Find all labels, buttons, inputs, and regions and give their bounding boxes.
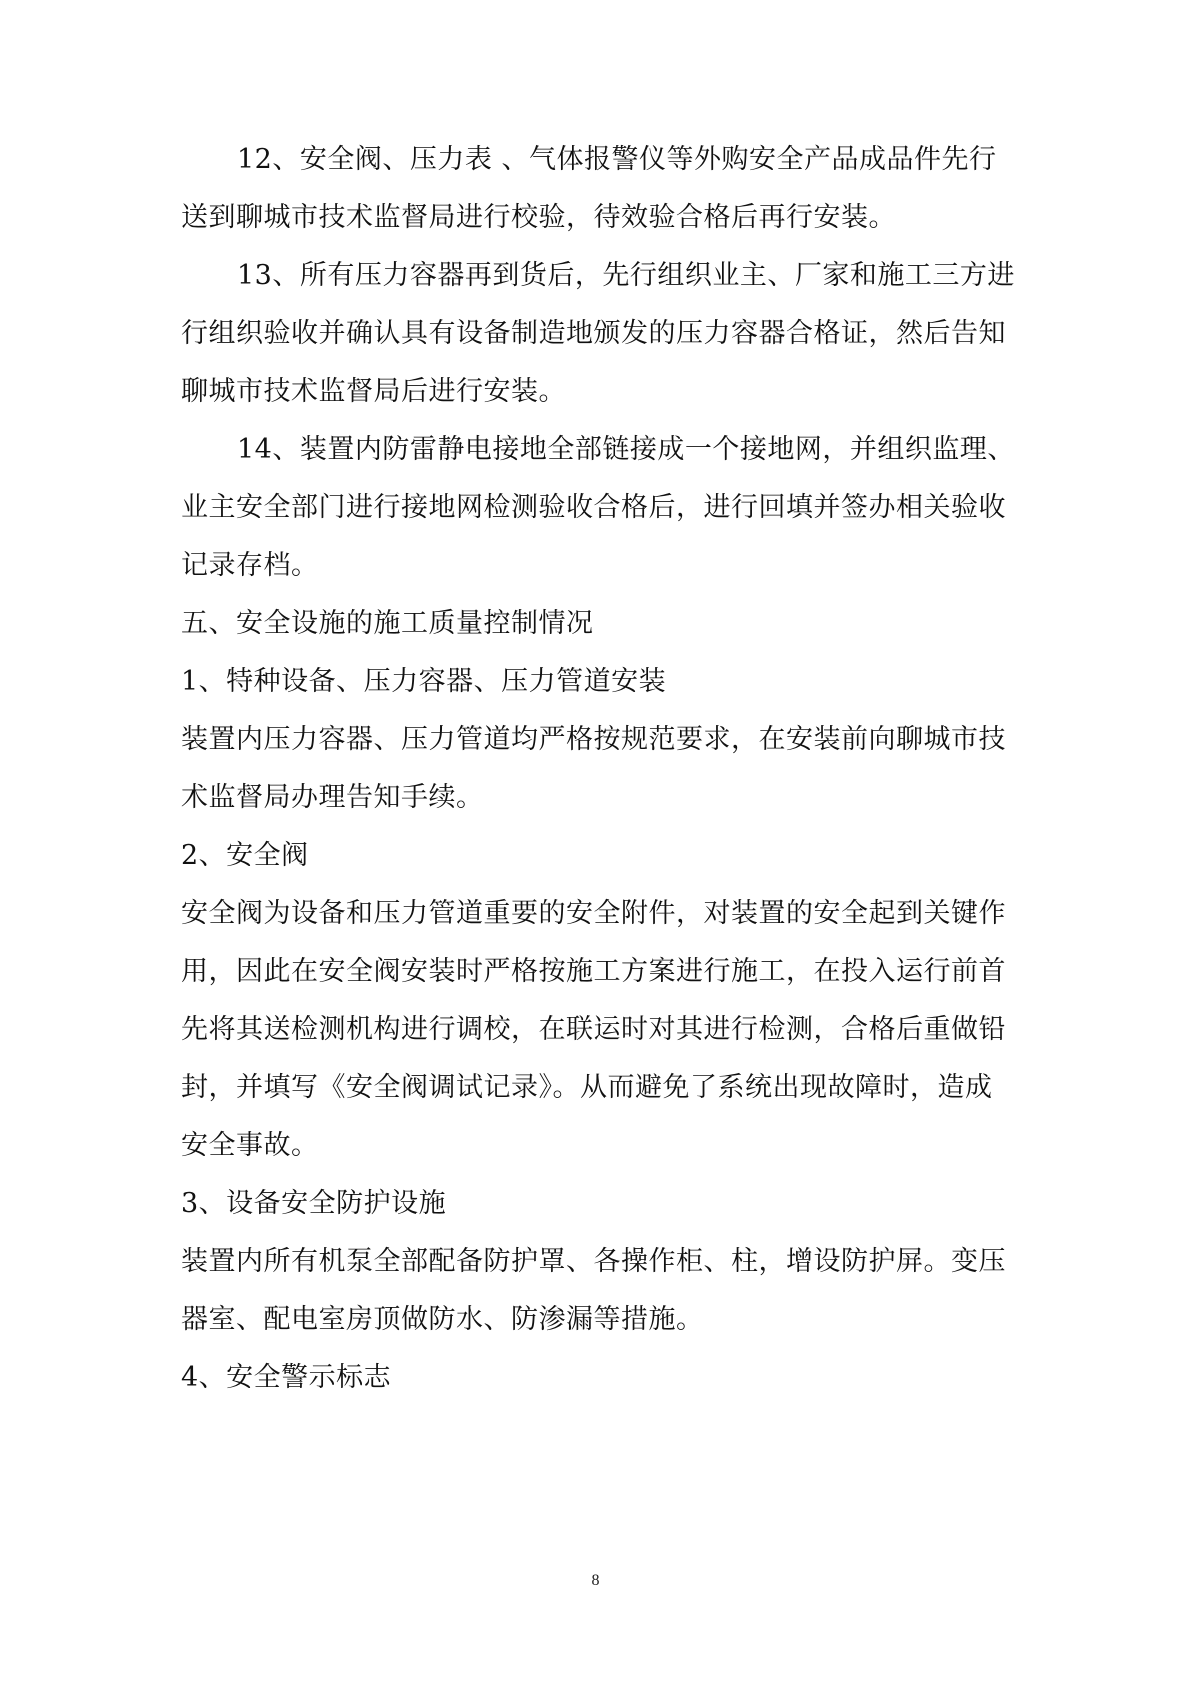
subsection-1-line-1: 装置内压力容器、压力管道均严格按规范要求，在安装前向聊城市技 (181, 724, 1006, 755)
item-12-line-1: 12、安全阀、压力表 、气体报警仪等外购安全产品成品件先行 (237, 144, 997, 175)
subsection-2-line-1: 安全阀为设备和压力管道重要的安全附件，对装置的安全起到关键作 (181, 898, 1006, 929)
subsection-3-line-1: 装置内所有机泵全部配备防护罩、各操作柜、柱，增设防护屏。变压 (181, 1246, 1006, 1277)
subsection-2-line-2: 用，因此在安全阀安装时严格按施工方案进行施工，在投入运行前首 (181, 956, 1006, 987)
subsection-3-line-2: 器室、配电室房顶做防水、防渗漏等措施。 (181, 1304, 704, 1335)
item-14-line-1: 14、装置内防雷静电接地全部链接成一个接地网，并组织监理、 (237, 434, 1015, 465)
subsection-2-line-3: 先将其送检测机构进行调校，在联运时对其进行检测，合格后重做铅 (181, 1014, 1006, 1045)
subsection-1-heading: 1、特种设备、压力容器、压力管道安装 (181, 666, 667, 697)
subsection-1-line-2: 术监督局办理告知手续。 (181, 782, 484, 813)
subsection-2-line-4: 封，并填写《安全阀调试记录》。从而避免了系统出现故障时，造成 (181, 1072, 993, 1103)
subsection-2-heading: 2、安全阀 (181, 840, 309, 871)
subsection-3-heading: 3、设备安全防护设施 (181, 1188, 447, 1219)
item-13-line-1: 13、所有压力容器再到货后，先行组织业主、厂家和施工三方进 (237, 260, 1015, 291)
section-5-heading: 五、安全设施的施工质量控制情况 (181, 608, 594, 639)
item-13-line-3: 聊城市技术监督局后进行安装。 (181, 376, 566, 407)
item-14-line-2: 业主安全部门进行接地网检测验收合格后，进行回填并签办相关验收 (181, 492, 1006, 523)
item-13-line-2: 行组织验收并确认具有设备制造地颁发的压力容器合格证，然后告知 (181, 318, 1006, 349)
item-12-line-2: 送到聊城市技术监督局进行校验，待效验合格后再行安装。 (181, 202, 896, 233)
subsection-4-heading: 4、安全警示标志 (181, 1362, 392, 1393)
subsection-2-line-5: 安全事故。 (181, 1130, 319, 1161)
item-14-line-3: 记录存档。 (181, 550, 319, 581)
page-number: 8 (591, 1572, 600, 1589)
